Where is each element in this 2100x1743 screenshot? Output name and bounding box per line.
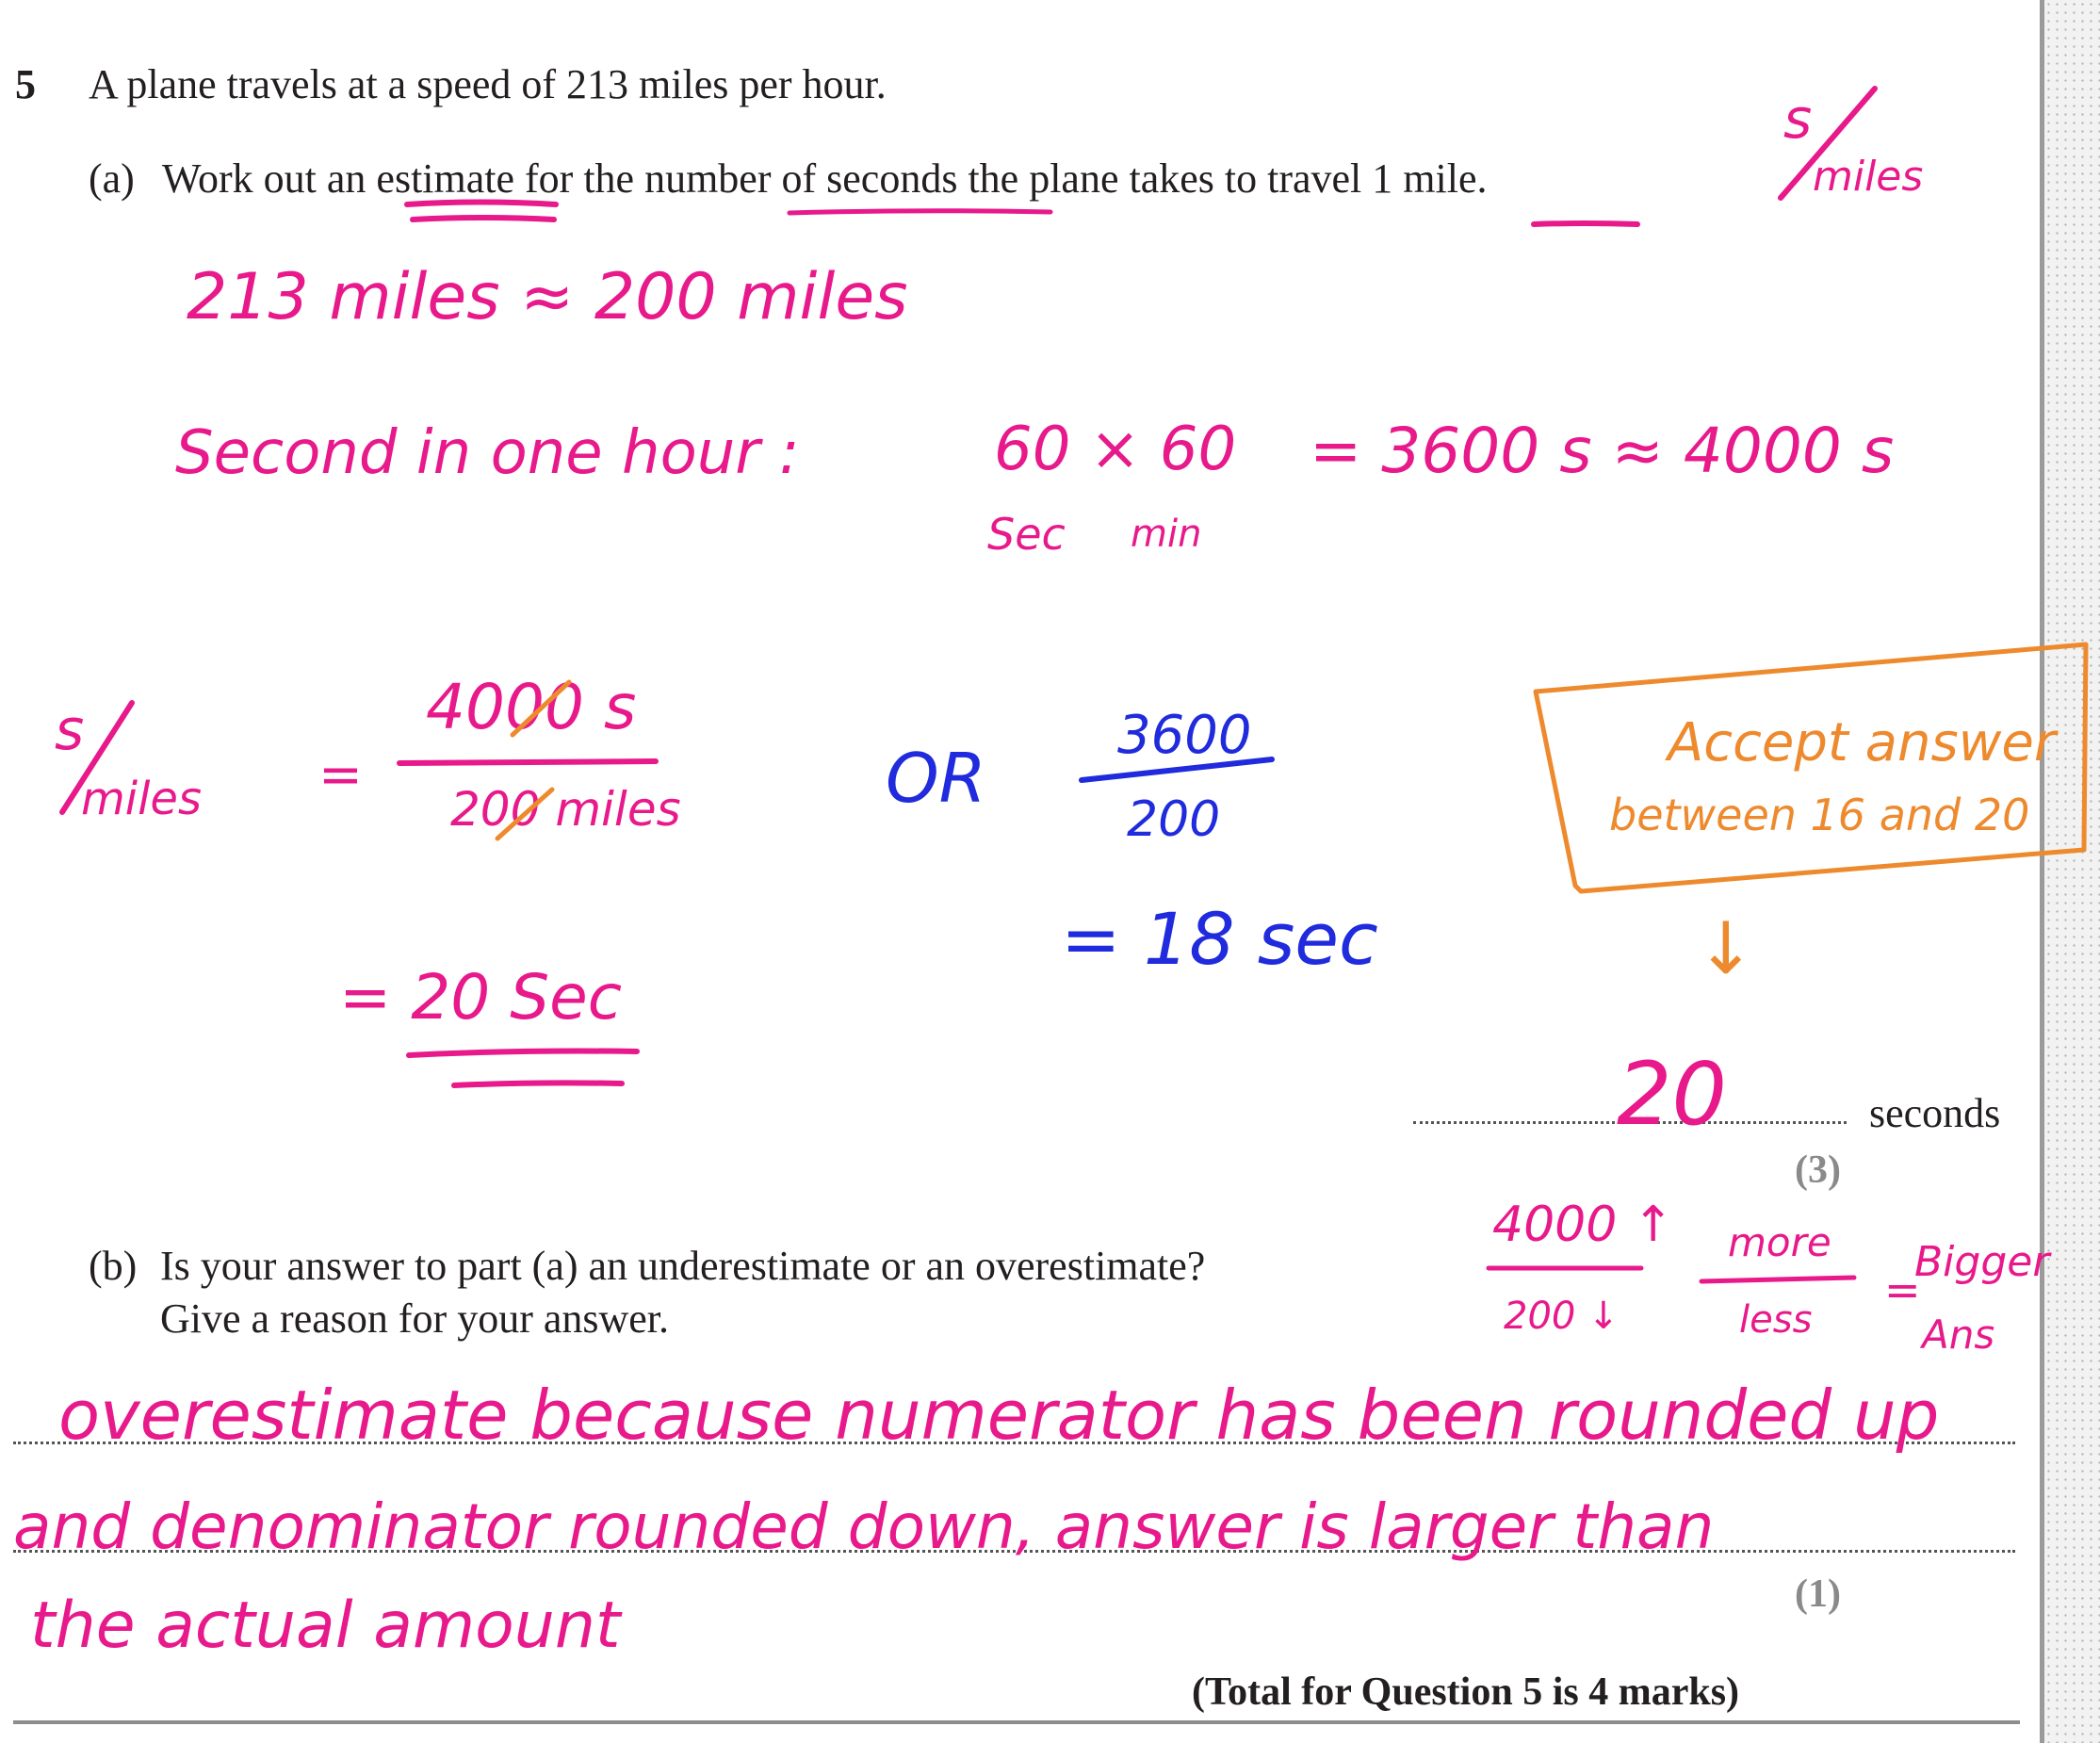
annot-frac-s: s [55,697,85,763]
annot-or: OR [886,739,986,818]
annot-s-top: s [1783,87,1813,151]
page-margin-strip [2040,0,2100,1743]
part-b-written-line3: the actual amount [30,1588,621,1663]
annot-reason-numerator: 4000 ↑ [1492,1197,1674,1253]
annot-accept-line2: between 16 and 20 [1609,790,2030,840]
question-number: 5 [15,61,36,107]
annot-frac-numerator: 4000 s [426,671,637,743]
part-b-written-line2: and denominator rounded down, answer is larger than [13,1491,1715,1563]
annot-reason-bigger: Bigger [1914,1238,2050,1286]
part-b-written-line1: overestimate because numerator has been rounded up [58,1376,1940,1455]
annot-accept-arrow: ↓ [1696,906,1756,990]
fraction-bar-pink [399,761,656,763]
underline-20sec-1 [409,1051,637,1056]
part-b-line2: Give a reason for your answer. [160,1295,670,1342]
annot-miles-top: miles [1813,153,1924,201]
annot-3600-approx-4000: = 3600 s ≈ 4000 s [1310,415,1895,487]
reason-bar-2 [1701,1278,1854,1281]
annot-reason-equals: = [1884,1264,1921,1315]
annot-alt-denominator: 200 [1127,791,1221,848]
part-b-marks: (1) [1795,1572,1841,1616]
annot-frac-equals: = [318,744,363,806]
annot-reason-more: more [1728,1219,1831,1265]
part-a-text: Work out an estimate for the number of seconds the plane takes to travel 1 mile. [162,155,1488,202]
annot-alt-numerator: 3600 [1117,705,1252,766]
annot-reason-less: less [1739,1298,1813,1342]
question-stem: A plane travels at a speed of 213 miles per hour. [89,61,887,107]
question-total: (Total for Question 5 is 4 marks) [1192,1670,1740,1714]
part-b-label: (b) [89,1243,138,1289]
underline-20sec-2 [454,1083,622,1085]
annot-min-label: min [1131,513,1202,556]
annot-frac-miles: miles [81,773,202,825]
annot-frac-denominator: 200 miles [450,782,681,837]
final-answer: 20 [1617,1044,1728,1145]
underline-estimate-2 [413,218,554,220]
part-a-answer-unit: seconds [1869,1090,2001,1136]
part-b-line1: Is your answer to part (a) an underestimate or an overestimate? [160,1243,1206,1289]
annot-60x60: 60 × 60 [994,415,1237,484]
annot-seconds-in-hour-label: Second in one hour : [175,418,800,488]
annot-equals-20-sec: = 20 Sec [339,961,623,1034]
part-a-marks: (3) [1795,1148,1841,1192]
page-bottom-rule [13,1720,2020,1724]
underline-1-mile [1534,223,1637,224]
underline-number-of-seconds [790,211,1050,213]
annot-213-approx-200: 213 miles ≈ 200 miles [187,260,908,334]
annot-alt-result: = 18 sec [1061,897,1378,981]
annot-sec-label: Sec [987,509,1066,560]
part-a-label: (a) [89,155,135,202]
annot-reason-ans: Ans [1922,1311,1995,1358]
annot-accept-line1: Accept answer [1668,712,2056,774]
annot-reason-denominator: 200 ↓ [1504,1295,1620,1338]
